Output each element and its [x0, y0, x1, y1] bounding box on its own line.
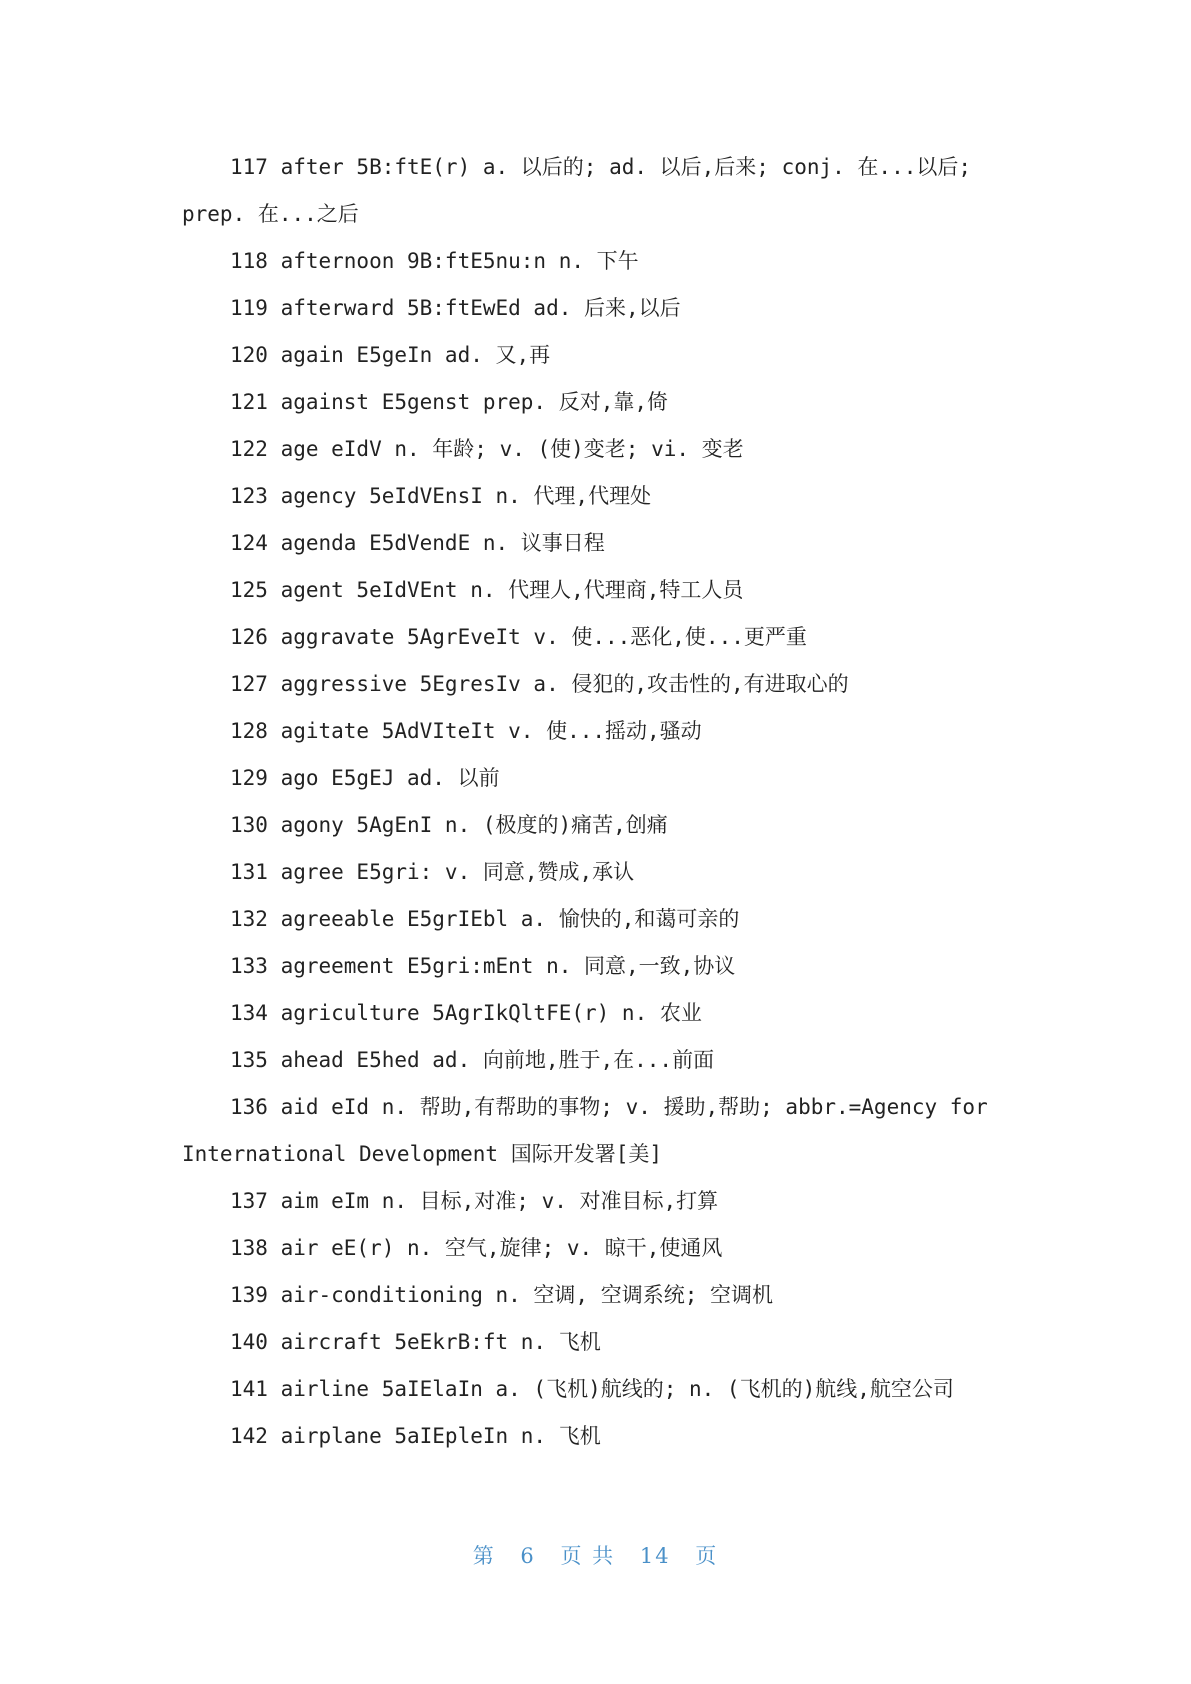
vocab-entry: 127 aggressive 5EgresIv a. 侵犯的,攻击性的,有进取心的	[230, 672, 849, 696]
vocab-entry: 118 afternoon 9B:ftE5nu:n n. 下午	[230, 249, 639, 273]
total-page-count: 14	[639, 1544, 671, 1568]
vocabulary-list	[182, 144, 1012, 1460]
vocab-entry: 133 agreement E5gri:mEnt n. 同意,一致,协议	[230, 954, 736, 978]
vocab-entry: 120 again E5geIn ad. 又,再	[230, 343, 551, 367]
vocab-entry: 134 agriculture 5AgrIkQltFE(r) n. 农业	[230, 1001, 702, 1025]
vocab-entry: 142 airplane 5aIEpleIn n. 飞机	[230, 1424, 601, 1448]
vocab-entry: 129 ago E5gEJ ad. 以前	[230, 766, 500, 790]
vocab-entry: 124 agenda E5dVendE n. 议事日程	[230, 531, 605, 555]
vocab-entry: 140 aircraft 5eEkrB:ft n. 飞机	[230, 1330, 601, 1354]
vocab-entry: 132 agreeable E5grIEbl a. 愉快的,和蔼可亲的	[230, 907, 740, 931]
footer-suffix: 页	[695, 1544, 719, 1568]
vocab-entry: 121 against E5genst prep. 反对,靠,倚	[230, 390, 669, 414]
vocab-entry: 122 age eIdV n. 年龄; v. (使)变老; vi. 变老	[230, 437, 744, 461]
vocab-entry: 136 aid eId n. 帮助,有帮助的事物; v. 援助,帮助; abbr.=Agency for International Development 国际开发署[美]	[182, 1095, 988, 1166]
vocab-entry: 123 agency 5eIdVEnsI n. 代理,代理处	[230, 484, 652, 508]
page-footer	[0, 1540, 1191, 1570]
footer-prefix: 第	[472, 1544, 496, 1568]
vocab-entry: 139 air-conditioning n. 空调, 空调系统; 空调机	[230, 1283, 774, 1307]
vocab-entry: 119 afterward 5B:ftEwEd ad. 后来,以后	[230, 296, 681, 320]
vocab-entry: 138 air eE(r) n. 空气,旋律; v. 晾干,使通风	[230, 1236, 723, 1260]
footer-middle: 页 共	[560, 1544, 616, 1568]
vocab-entry: 125 agent 5eIdVEnt n. 代理人,代理商,特工人员	[230, 578, 744, 602]
vocab-entry: 135 ahead E5hed ad. 向前地,胜于,在...前面	[230, 1048, 715, 1072]
vocab-entry: 126 aggravate 5AgrEveIt v. 使...恶化,使...更严重	[230, 625, 807, 649]
vocab-entry: 137 aim eIm n. 目标,对准; v. 对准目标,打算	[230, 1189, 719, 1213]
vocab-entry: 131 agree E5gri: v. 同意,赞成,承认	[230, 860, 635, 884]
current-page-number: 6	[520, 1544, 536, 1568]
vocab-entry: 117 after 5B:ftE(r) a. 以后的; ad. 以后,后来; conj. 在...以后; prep. 在...之后	[182, 155, 972, 226]
vocab-entry: 141 airline 5aIElaIn a. (飞机)航线的; n. (飞机的)航线,航空公司	[230, 1377, 954, 1401]
vocab-entry: 130 agony 5AgEnI n. (极度的)痛苦,创痛	[230, 813, 668, 837]
vocab-entry: 128 agitate 5AdVIteIt v. 使...摇动,骚动	[230, 719, 702, 743]
